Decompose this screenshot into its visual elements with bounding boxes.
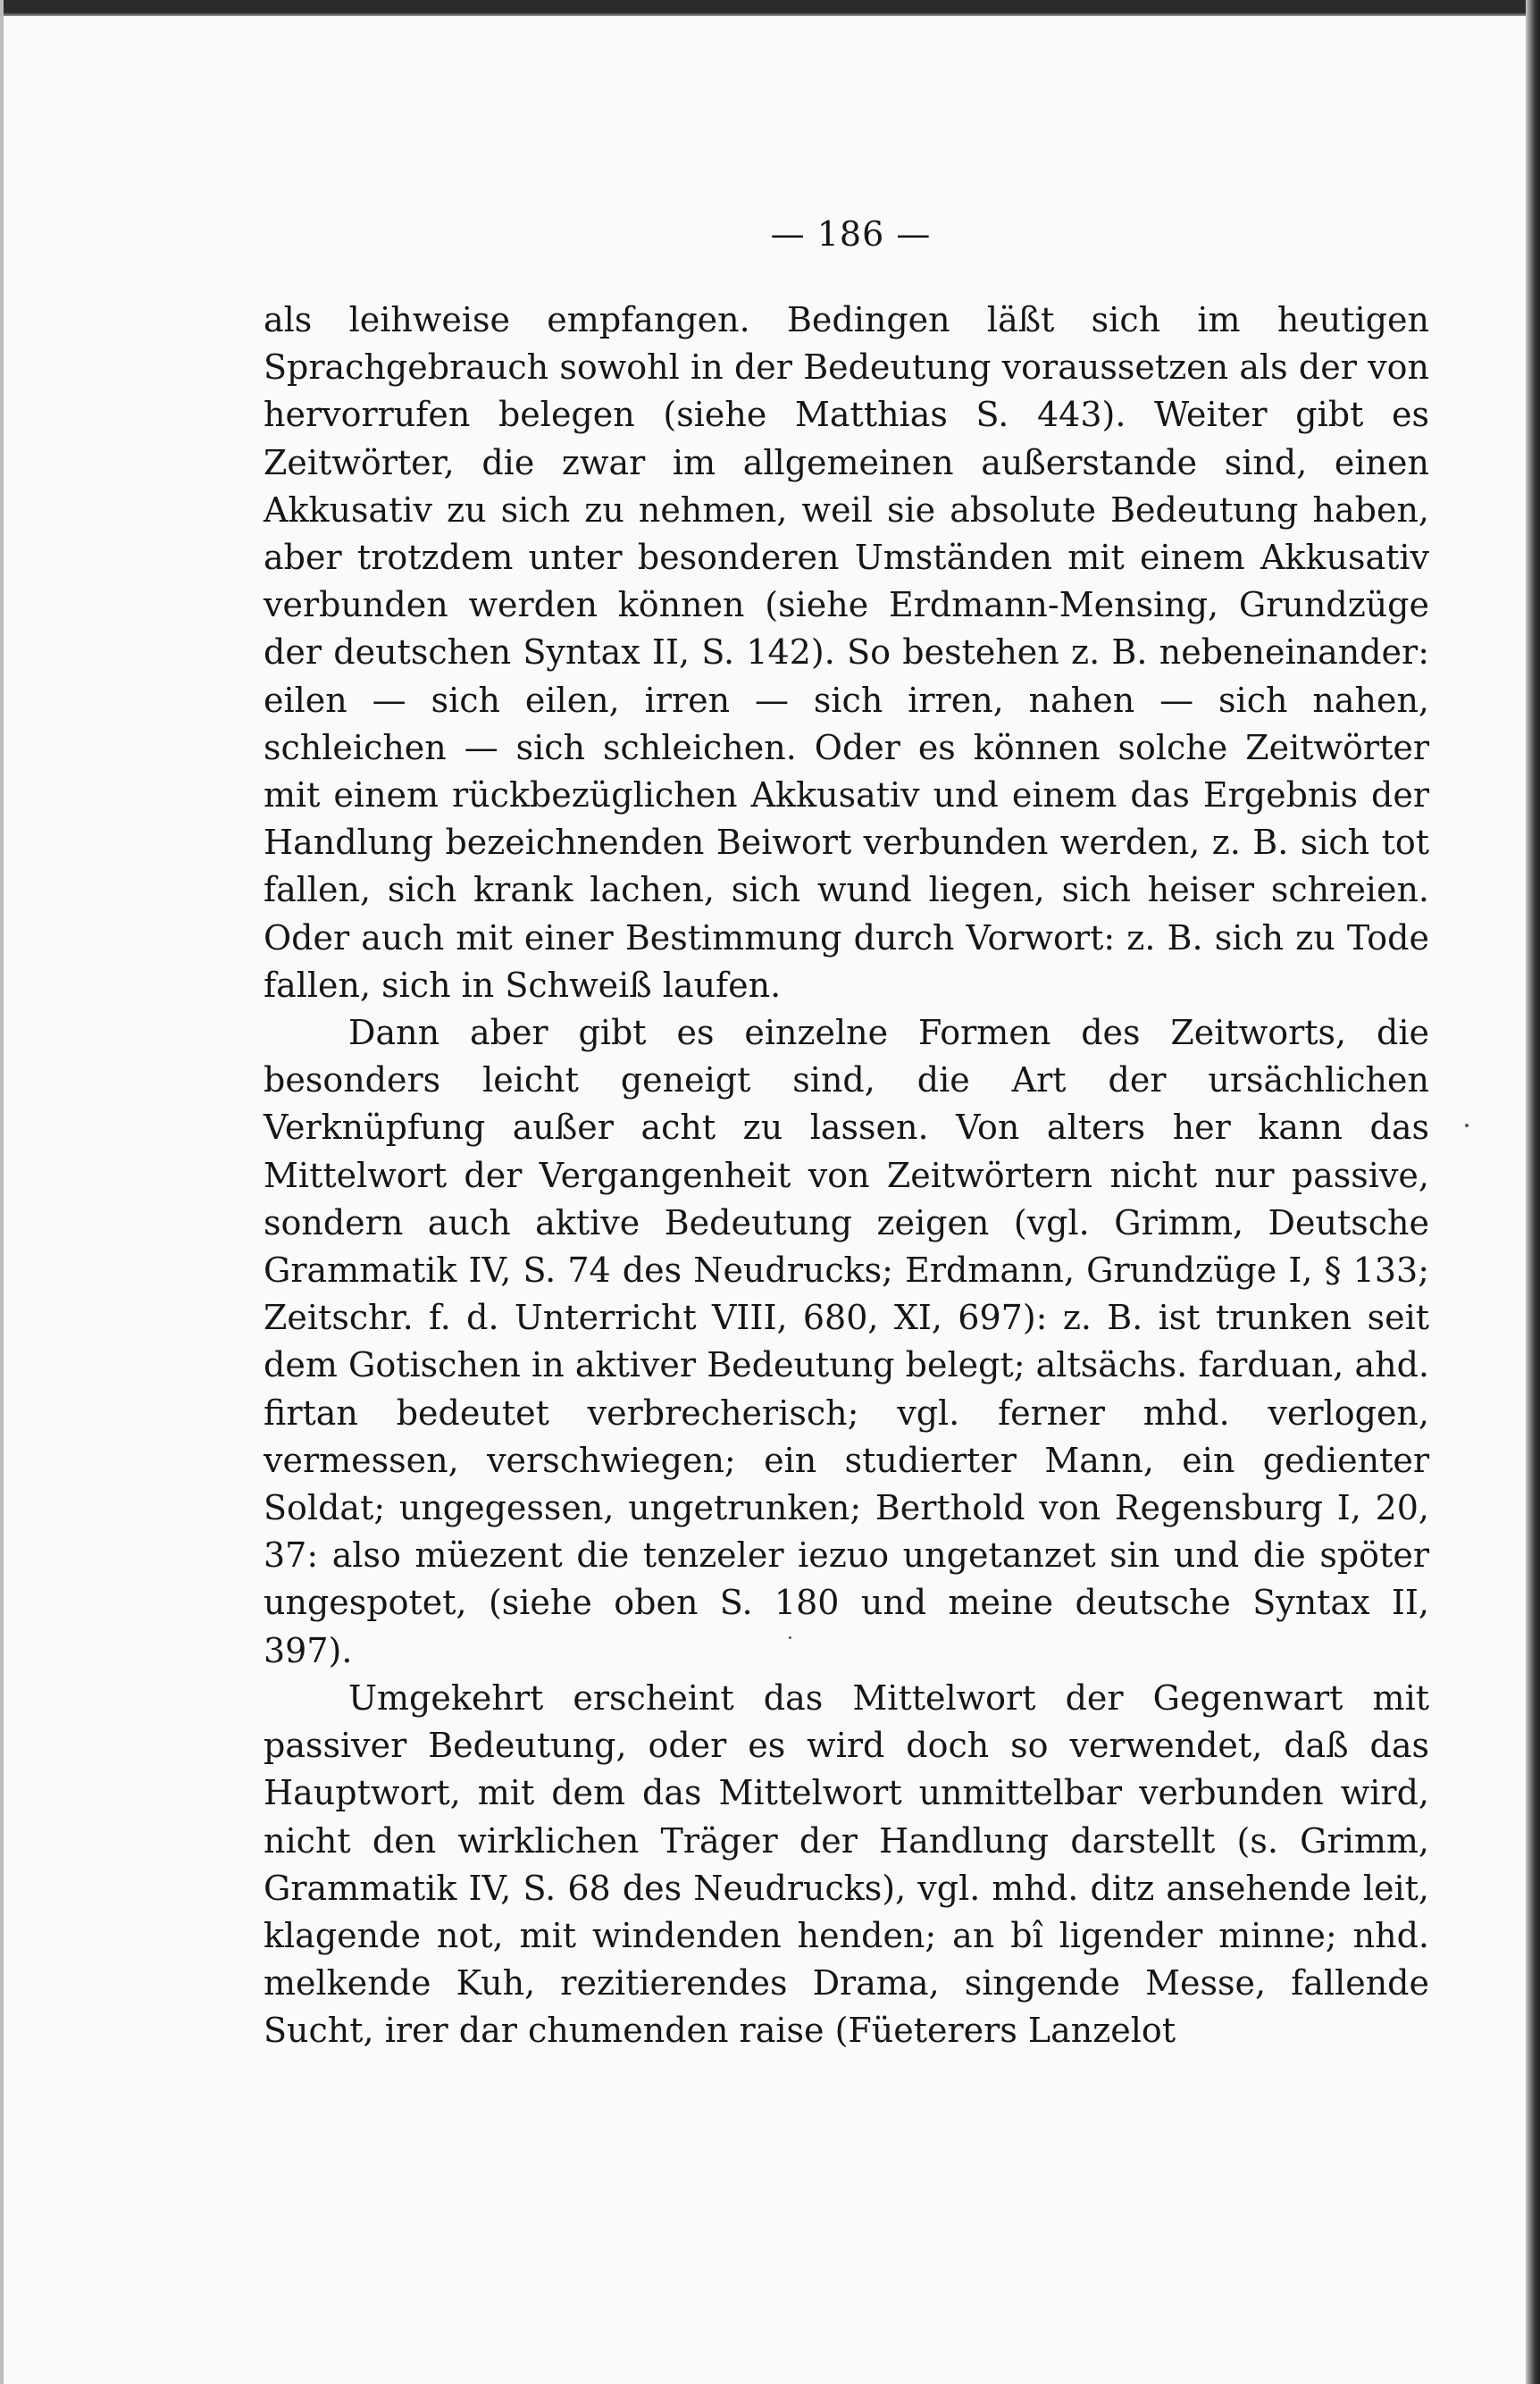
- paragraph-2: Dann aber gibt es einzelne Formen des Zeitworts, die besonders leicht geneigt sind, die Art der ursächlichen Verknüpfung außer acht zu lassen. Von alters her kann das Mittelwort der Vergangenheit von Zeitwörtern nicht nur passive, sondern auch aktive Bedeutung zeigen (vgl. Grimm, Deutsche Grammatik IV, S. 74 des Neudrucks; Erdmann, Grundzüge I, § 133; Zeitschr. f. d. Unterricht VIII, 680, XI, 697): z. B. ist trunken seit dem Gotischen in aktiver Bedeutung belegt; altsächs. farduan, ahd. firtan bedeutet verbrecherisch; vgl. ferner mhd. verlogen, vermessen, verschwiegen; ein studierter Mann, ein gedienter Soldat; ungegessen, ungetrunken; Berthold von Regensburg I, 20, 37: also müezent die tenzeler iezuo ungetanzet sin und die spöter ungespotet, (siehe oben S. 180 und meine deutsche Syntax II, 397).: [264, 1013, 1429, 1670]
- paragraph-1: als leihweise empfangen. Bedingen läßt sich im heutigen Sprachgebrauch sowohl in der Bedeutung voraussetzen als der von hervorrufen belegen (siehe Matthias S. 443). Weiter gibt es Zeitwörter, die zwar im allgemeinen außerstande sind, einen Akkusativ zu sich zu nehmen, weil sie absolute Bedeutung haben, aber trotzdem unter besonderen Umständen mit einem Akkusativ verbunden werden können (siehe Erdmann-Mensing, Grundzüge der deutschen Syntax II, S. 142). So bestehen z. B. nebeneinander: eilen — sich eilen, irren — sich irren, nahen — sich nahen, schleichen — sich schleichen. Oder es können solche Zeitwörter mit einem rückbezüglichen Akkusativ und einem das Ergebnis der Handlung bezeichnenden Beiwort verbunden werden, z. B. sich tot fallen, sich krank lachen, sich wund liegen, sich heiser schreien. Oder auch mit einer Bestimmung durch Vorwort: z. B. sich zu Tode fallen, sich in Schweiß laufen.: [264, 300, 1429, 1005]
- scan-speck: [789, 1636, 791, 1639]
- body-text: [264, 297, 1429, 2055]
- sheet-top-edge: [0, 0, 1540, 16]
- page-text-block: [264, 214, 1429, 2055]
- paragraph-3: Umgekehrt erscheint das Mittelwort der Gegenwart mit passiver Bedeutung, oder es wird doch so verwendet, daß das Hauptwort, mit dem das Mittelwort unmittelbar verbunden wird, nicht den wirklichen Träger der Handlung darstellt (s. Grimm, Grammatik IV, S. 68 des Neudrucks), vgl. mhd. ditz ansehende leit, klagende not, mit windenden henden; an bî ligender minne; nhd. melkende Kuh, rezitierendes Drama, singende Messe, fallende Sucht, irer dar chumenden raise (Füeterers Lanzelot: [264, 1677, 1429, 2051]
- scan-speck: [1465, 1124, 1469, 1127]
- sheet-left-edge: [0, 0, 4, 2384]
- page-number: — 186 —: [770, 214, 932, 254]
- sheet-right-edge: [1526, 0, 1540, 2384]
